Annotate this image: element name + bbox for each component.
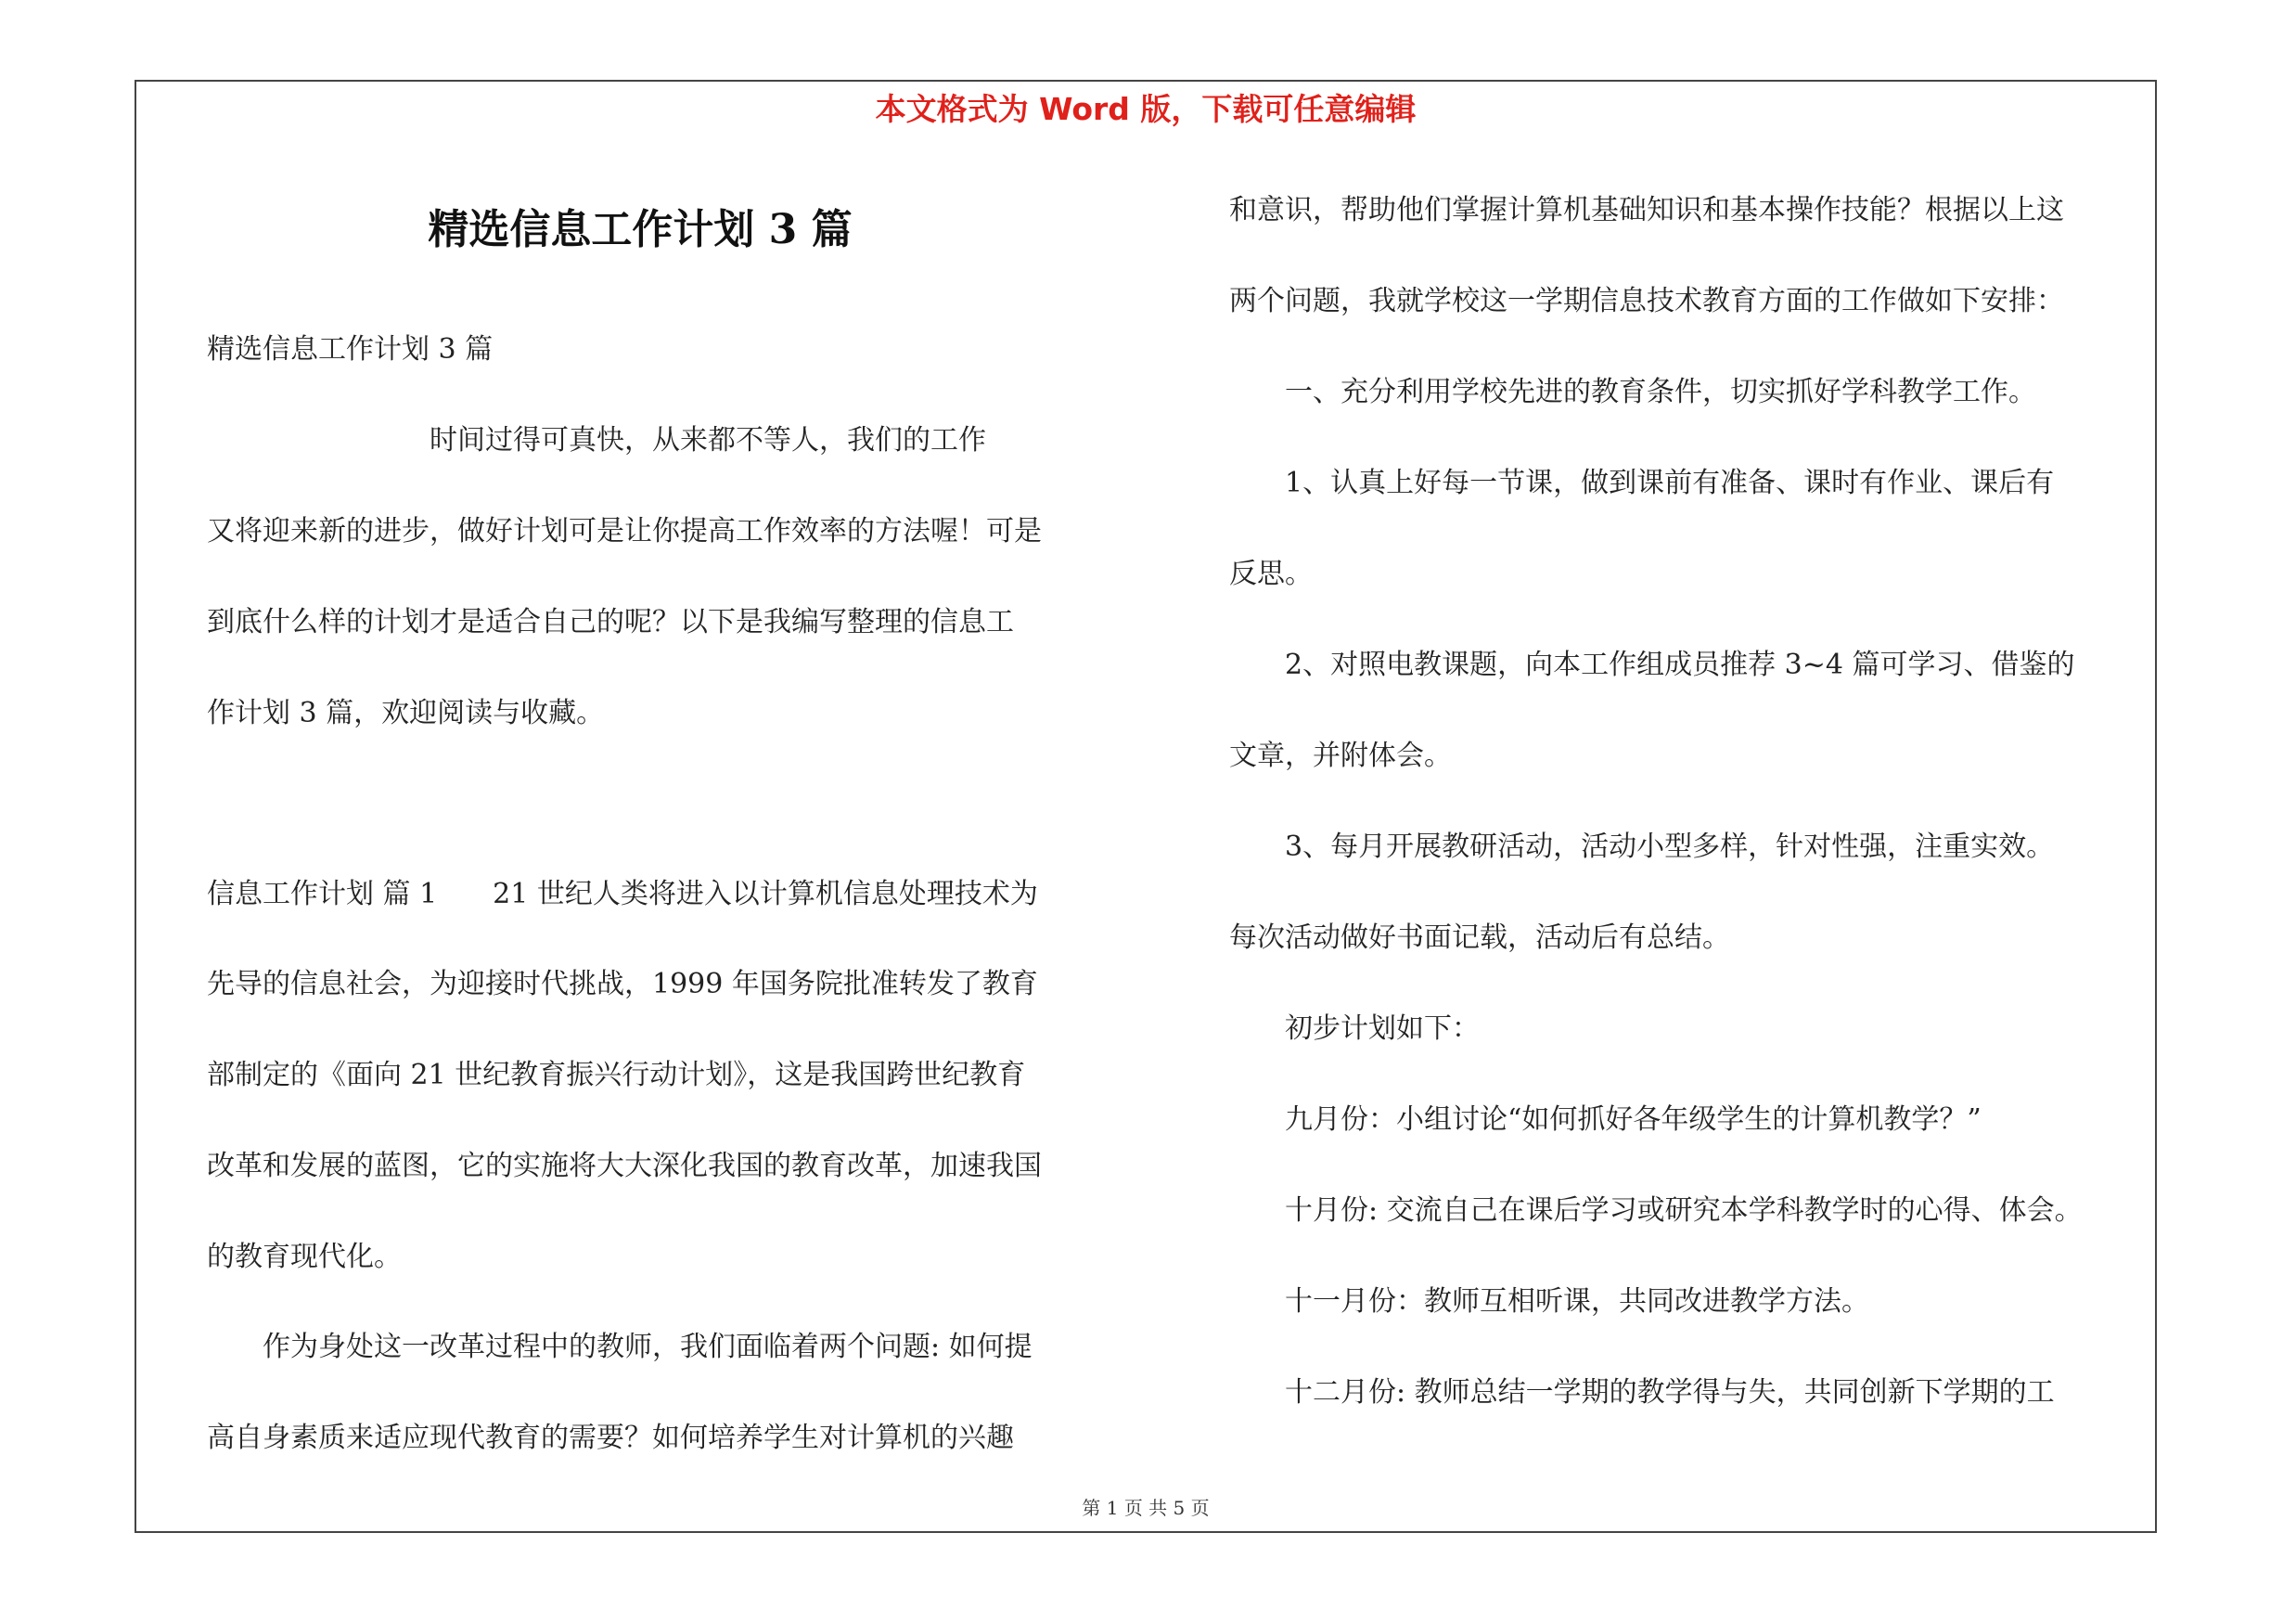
left-line-5: 作计划 3 篇，欢迎阅读与收藏。 [207,697,605,729]
left-line-8: 部制定的《面向 21 世纪教育振兴行动计划》，这是我国跨世纪教育 [207,1059,1026,1091]
left-line-2: 时间过得可真快，从来都不等人，我们的工作 [207,424,986,457]
right-line-10: 初步计划如下： [1229,1012,1480,1045]
right-line-5: 反思。 [1229,558,1313,590]
left-line-12: 高自身素质来适应现代教育的需要？如何培养学生对计算机的兴趣 [207,1422,1014,1454]
left-line-11: 作为身处这一改革过程中的教师，我们面临着两个问题: 如何提 [207,1331,1033,1363]
right-line-7: 文章，并附体会。 [1229,740,1452,772]
left-line-10: 的教育现代化。 [207,1241,402,1273]
right-line-11: 九月份：小组讨论“如何抓好各年级学生的计算机教学？” [1229,1103,1982,1136]
left-line-9: 改革和发展的蓝图，它的实施将大大深化我国的教育改革，加速我国 [207,1150,1042,1182]
right-line-12: 十月份: 交流自己在课后学习或研究本学科教学时的心得、体会。 [1229,1194,2083,1227]
left-line-1: 精选信息工作计划 3 篇 [207,333,494,366]
right-line-9: 每次活动做好书面记载，活动后有总结。 [1229,921,1730,954]
right-line-6: 2、对照电教课题，向本工作组成员推荐 3~4 篇可学习、借鉴的 [1229,649,2075,681]
left-line-3: 又将迎来新的进步，做好计划可是让你提高工作效率的方法喔！可是 [207,515,1042,547]
right-line-1: 和意识，帮助他们掌握计算机基础知识和基本操作技能？根据以上这 [1229,194,2064,226]
right-line-2: 两个问题，我就学校这一学期信息技术教育方面的工作做如下安排： [1229,285,2064,317]
word-format-banner: 本文格式为 Word 版，下载可任意编辑 [875,91,1417,127]
left-line-7: 先导的信息社会，为迎接时代挑战，1999 年国务院批准转发了教育 [207,968,1038,1000]
right-line-13: 十一月份：教师互相听课，共同改进教学方法。 [1229,1285,1869,1318]
right-line-4: 1、认真上好每一节课，做到课前有准备、课时有作业、课后有 [1229,467,2055,499]
right-line-3: 一、充分利用学校先进的教育条件，切实抓好学科教学工作。 [1229,376,2036,408]
right-line-8: 3、每月开展教研活动，活动小型多样，针对性强，注重实效。 [1229,831,2055,863]
page-footer: 第 1 页 共 5 页 [1082,1497,1210,1519]
right-line-14: 十二月份: 教师总结一学期的教学得与失，共同创新下学期的工 [1229,1376,2055,1409]
left-line-4: 到底什么样的计划才是适合自己的呢？以下是我编写整理的信息工 [207,606,1014,638]
document-title: 精选信息工作计划 3 篇 [428,206,853,253]
left-line-6: 信息工作计划 篇 1 21 世纪人类将进入以计算机信息处理技术为 [207,878,1038,910]
